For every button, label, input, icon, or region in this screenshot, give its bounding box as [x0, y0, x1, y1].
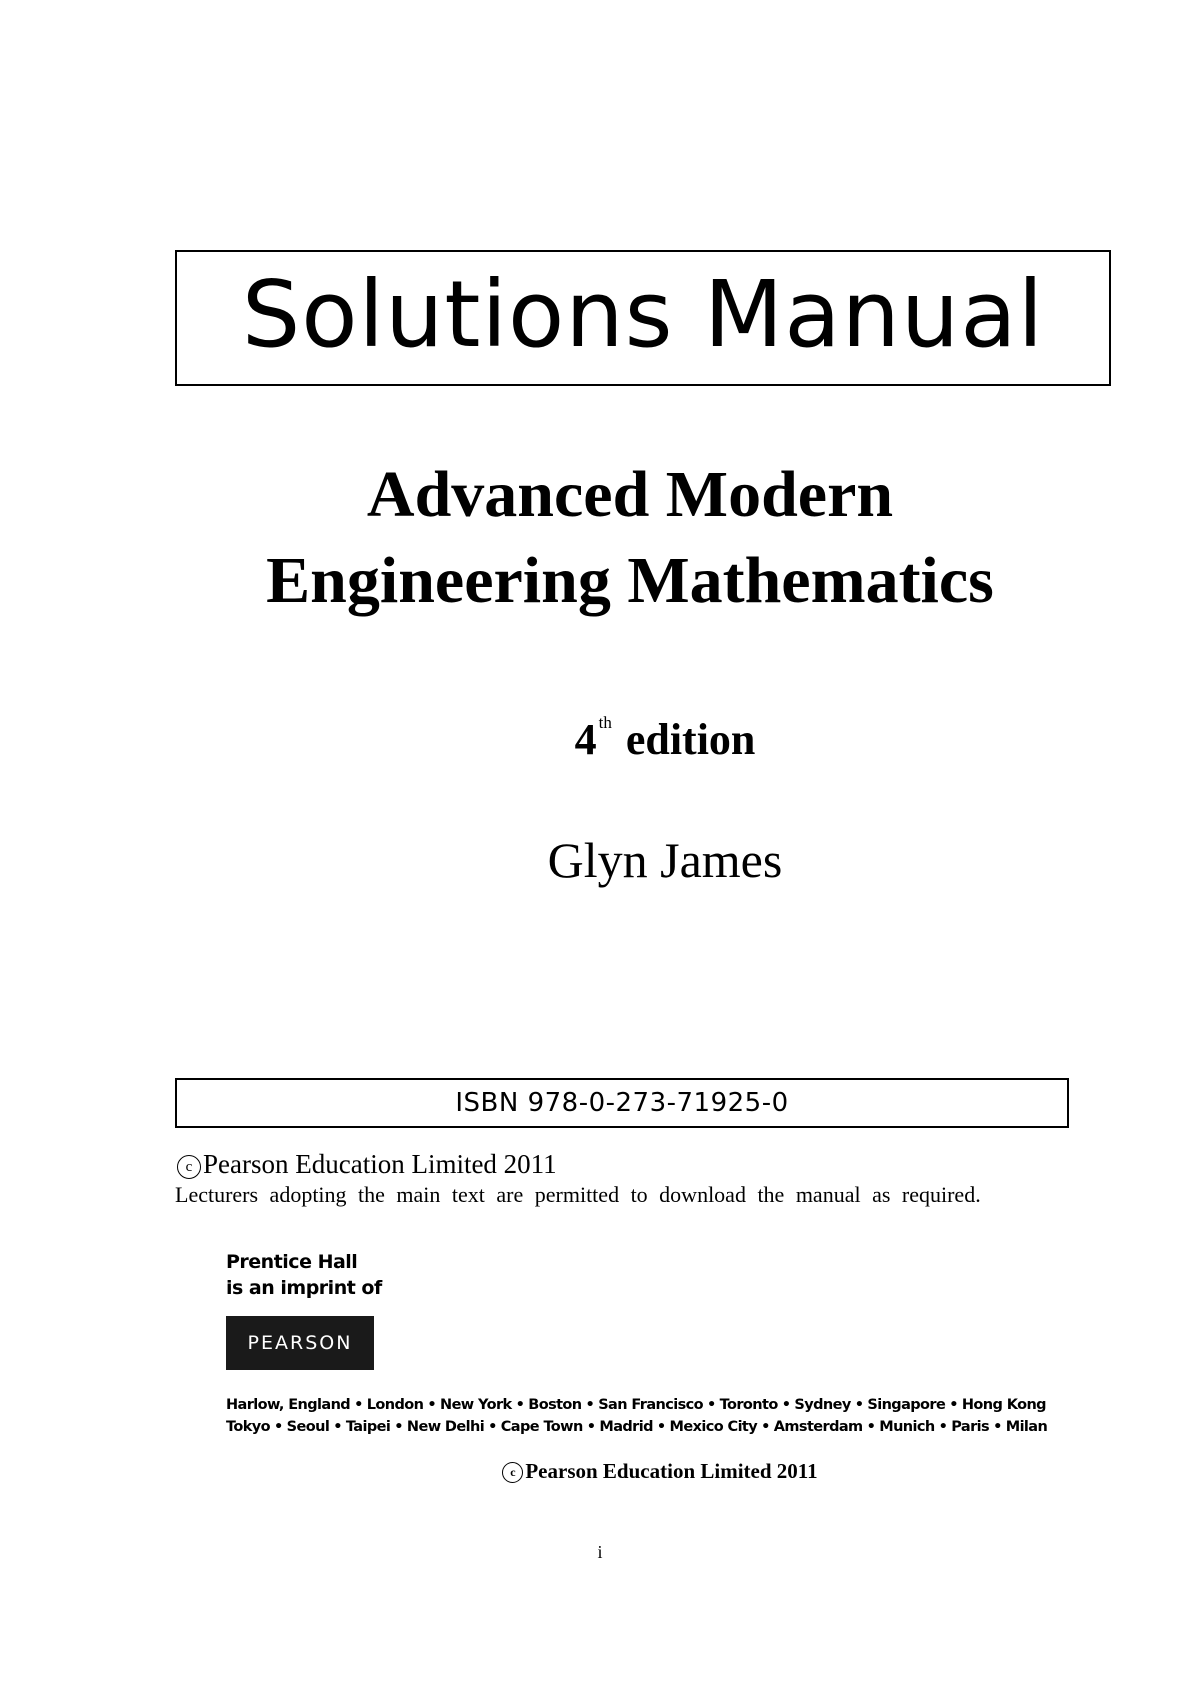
pearson-logo — [226, 1316, 374, 1370]
copyright-notice — [177, 1148, 557, 1180]
book-title-line-1: Advanced Modern — [366, 458, 894, 531]
permission-text: Lecturers adopting the main text are permitted to download the manual as required. — [175, 1182, 981, 1207]
title-box — [175, 250, 1111, 386]
city-separator: • — [706, 1397, 716, 1413]
city-separator: • — [354, 1397, 363, 1413]
book-title — [100, 452, 1160, 624]
city-name: Boston — [528, 1397, 582, 1413]
edition-number: 4 — [574, 715, 597, 764]
cities-line-2 — [226, 1416, 1047, 1438]
copyright-icon: c — [177, 1155, 201, 1179]
city-name: San Francisco — [598, 1397, 703, 1413]
publisher-cities — [226, 1394, 1047, 1438]
city-name: Toronto — [719, 1397, 778, 1413]
imprint-line-1: Prentice Hall — [226, 1251, 358, 1273]
city-name: Munich — [879, 1419, 935, 1435]
city-separator: • — [585, 1397, 595, 1413]
city-name: New Delhi — [406, 1419, 485, 1435]
city-separator: • — [488, 1419, 497, 1435]
city-name: Mexico City — [669, 1419, 758, 1435]
edition — [0, 698, 1191, 765]
city-separator: • — [938, 1419, 948, 1435]
city-name: London — [366, 1397, 424, 1413]
city-name: New York — [440, 1397, 512, 1413]
city-name: Milan — [1005, 1419, 1048, 1435]
city-separator: • — [427, 1397, 437, 1413]
city-name: Seoul — [286, 1419, 330, 1435]
city-name: Madrid — [599, 1419, 653, 1435]
city-separator: • — [993, 1419, 1002, 1435]
city-name: Singapore — [867, 1397, 946, 1413]
copyright-text: Pearson Education Limited 2011 — [203, 1149, 557, 1179]
page-number: i — [597, 1542, 603, 1562]
city-separator: • — [761, 1419, 770, 1435]
footer-copyright-icon: c — [502, 1462, 523, 1483]
city-name: Harlow, England — [226, 1397, 351, 1413]
footer-copyright — [0, 1457, 1191, 1485]
city-name: Sydney — [794, 1397, 851, 1413]
book-title-line-2: Engineering Mathematics — [266, 544, 994, 617]
imprint-text — [226, 1249, 382, 1301]
pearson-logo-text: PEARSON — [247, 1332, 353, 1354]
city-name: Taipei — [345, 1419, 391, 1435]
author-name: Glyn James — [547, 832, 783, 888]
isbn: ISBN 978-0-273-71925-0 — [455, 1088, 789, 1118]
city-separator: • — [781, 1397, 791, 1413]
city-separator: • — [656, 1419, 666, 1435]
cities-line-1 — [226, 1394, 1047, 1416]
page-title: Solutions Manual — [241, 261, 1045, 368]
city-separator: • — [394, 1419, 403, 1435]
city-name: Paris — [951, 1419, 990, 1435]
city-separator: • — [586, 1419, 596, 1435]
city-separator: • — [515, 1397, 525, 1413]
city-name: Hong Kong — [961, 1397, 1046, 1413]
city-separator: • — [866, 1419, 876, 1435]
footer-copyright-text: Pearson Education Limited 2011 — [525, 1459, 818, 1483]
imprint-line-2: is an imprint of — [226, 1277, 382, 1299]
city-separator: • — [333, 1419, 342, 1435]
edition-word: edition — [625, 715, 756, 764]
city-separator: • — [273, 1419, 283, 1435]
edition-suffix: th — [598, 713, 612, 732]
city-separator: • — [949, 1397, 958, 1413]
city-name: Amsterdam — [773, 1419, 863, 1435]
city-separator: • — [854, 1397, 864, 1413]
city-name: Cape Town — [500, 1419, 583, 1435]
isbn-box — [175, 1078, 1069, 1128]
city-name: Tokyo — [226, 1419, 270, 1435]
